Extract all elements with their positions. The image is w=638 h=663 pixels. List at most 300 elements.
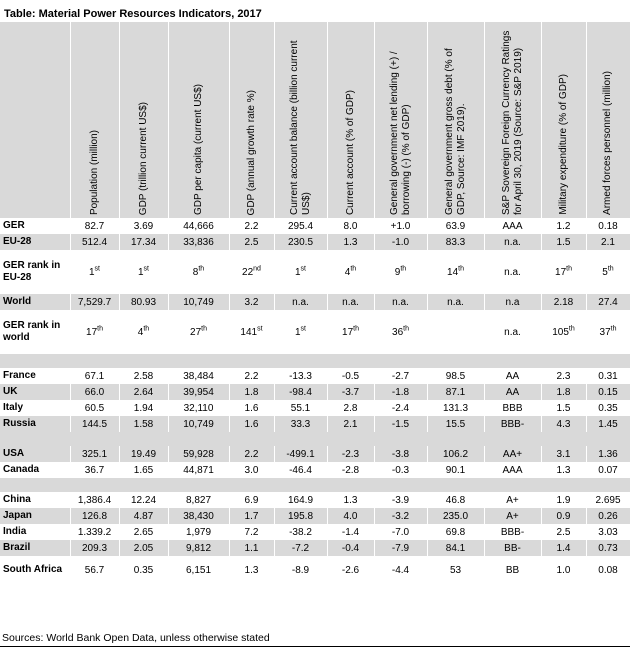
cell-value: 0.73 (598, 542, 618, 554)
cell-value: 2.58 (133, 370, 154, 382)
table-cell (484, 218, 541, 234)
table-cell (229, 384, 274, 400)
table-cell (484, 368, 541, 384)
cell-value: A+ (506, 494, 519, 506)
cell-suffix: th (97, 325, 103, 333)
cell-value: 2.8 (343, 402, 358, 414)
table-cell (119, 524, 168, 540)
cell-value: 4 (344, 266, 351, 278)
cell-value: -1.4 (341, 526, 360, 538)
cell-value: 8,827 (185, 494, 212, 506)
cell-suffix: th (607, 265, 614, 273)
cell-value: 9,812 (185, 542, 212, 554)
table-cell (119, 234, 168, 250)
table-cell (229, 416, 274, 432)
table-cell (70, 492, 119, 508)
table-cell (229, 462, 274, 478)
table-cell (168, 462, 229, 478)
cell-value: 1,979 (185, 526, 212, 538)
row-label: Russia (0, 416, 70, 432)
table-cell (374, 368, 427, 384)
cell-value: 98.5 (445, 370, 466, 382)
cell-value: 1.3 (343, 236, 358, 248)
table-cell (274, 400, 327, 416)
cell-value: 235.0 (442, 510, 469, 522)
cell-value: 131.3 (442, 402, 469, 414)
table-cell (70, 446, 119, 462)
cell-value: -0.4 (341, 542, 360, 554)
table-cell (168, 234, 229, 250)
table-cell (484, 234, 541, 250)
cell-value: 55.1 (290, 402, 311, 414)
table-cell (119, 462, 168, 478)
cell-value: -499.1 (286, 448, 315, 460)
cell-value: 44,871 (183, 464, 214, 476)
cell-value: 1.1 (244, 542, 259, 554)
cell-value: 56.7 (84, 564, 105, 576)
table-cell (327, 508, 374, 524)
table-cell (541, 250, 586, 294)
table-cell (427, 250, 484, 294)
table-cell (541, 368, 586, 384)
column-header-label: Population (million) (88, 129, 100, 215)
cell-value: BBB- (500, 418, 525, 430)
table-row (0, 462, 630, 478)
row-label: GER rank in EU-28 (0, 250, 70, 294)
cell-value: n.a. (292, 296, 309, 308)
cell-value: 3.2 (244, 296, 259, 308)
table-cell (586, 310, 630, 354)
cell-value: 141 (240, 326, 258, 338)
table-cell (586, 462, 630, 478)
cell-value: -1.0 (391, 236, 410, 248)
table-cell (374, 446, 427, 462)
table-cell (274, 250, 327, 294)
cell-value: 105 (552, 326, 569, 338)
table-cell (484, 508, 541, 524)
table-cell (274, 234, 327, 250)
column-header (484, 22, 541, 218)
cell-suffix: th (201, 325, 207, 333)
column-header-label: GDP (trillion current US$) (137, 101, 149, 215)
spacer-cell (0, 354, 630, 368)
source-note: Sources: World Bank Open Data, unless otherwise stated (2, 632, 270, 644)
cell-value: 27.4 (598, 296, 618, 308)
table-cell (70, 508, 119, 524)
cell-value: -7.2 (291, 542, 310, 554)
cell-value: 4.3 (556, 418, 571, 430)
cell-value: -3.2 (391, 510, 410, 522)
cell-value: 83.3 (445, 236, 466, 248)
row-label: South Africa (0, 556, 70, 584)
column-header-label: Armed forces personnel (million) (602, 71, 613, 215)
table-cell (586, 556, 630, 584)
table-cell (327, 524, 374, 540)
table-cell (374, 508, 427, 524)
table-cell (374, 250, 427, 294)
table-cell (484, 384, 541, 400)
cell-value: n.a. (504, 266, 521, 278)
cell-value: 17 (86, 326, 98, 338)
table-cell (374, 218, 427, 234)
cell-value: -4.4 (391, 564, 410, 576)
table-cell (327, 540, 374, 556)
table-cell (168, 508, 229, 524)
cell-value: 1.8 (244, 386, 259, 398)
cell-value: AAA (502, 220, 523, 232)
cell-suffix: th (610, 325, 617, 333)
cell-value: 3.03 (598, 526, 618, 538)
table-cell (427, 310, 484, 354)
cell-value: BBB (502, 402, 523, 414)
table-cell (229, 446, 274, 462)
cell-value: 14 (447, 266, 459, 278)
table-cell (274, 310, 327, 354)
table-cell (327, 446, 374, 462)
cell-value: 2.1 (601, 236, 615, 248)
cell-value: 84.1 (445, 542, 466, 554)
table-cell (586, 294, 630, 310)
table-cell (484, 540, 541, 556)
table-cell (70, 384, 119, 400)
cell-value: -1.8 (391, 386, 410, 398)
cell-value: 1.4 (556, 542, 571, 554)
cell-value: 46.8 (445, 494, 466, 506)
table-row (0, 524, 630, 540)
cell-value: -7.0 (391, 526, 410, 538)
cell-value: 144.5 (81, 418, 108, 430)
table-cell (70, 524, 119, 540)
column-header (119, 22, 168, 218)
cell-value: 0.15 (598, 386, 618, 398)
cell-suffix: st (257, 325, 263, 333)
table-cell (119, 368, 168, 384)
cell-value: 2.695 (595, 494, 621, 506)
table-cell (541, 416, 586, 432)
cell-value: 2.64 (133, 386, 154, 398)
table-cell (374, 524, 427, 540)
table-cell (168, 540, 229, 556)
table-cell (541, 462, 586, 478)
cell-suffix: th (400, 265, 407, 273)
cell-value: 8 (192, 266, 199, 278)
cell-value: 8.0 (343, 220, 358, 232)
table-cell (586, 416, 630, 432)
cell-value: -46.4 (289, 464, 312, 476)
table-cell (119, 416, 168, 432)
cell-value: 32,110 (183, 402, 214, 414)
cell-value: 19.49 (130, 448, 157, 460)
cell-value: -3.7 (341, 386, 360, 398)
table-cell (119, 294, 168, 310)
table-cell (274, 384, 327, 400)
cell-value: 1.8 (556, 386, 571, 398)
table-cell (327, 368, 374, 384)
column-header-label: Military expenditure (% of GDP) (557, 74, 569, 215)
table-cell (484, 416, 541, 432)
table-cell (374, 310, 427, 354)
cell-value: 0.18 (598, 220, 618, 232)
cell-value: 295.4 (287, 220, 314, 232)
table-cell (229, 234, 274, 250)
table-cell (541, 294, 586, 310)
table-cell (274, 462, 327, 478)
table-cell (327, 294, 374, 310)
cell-value: 17 (342, 326, 354, 338)
cell-value: AA (505, 386, 520, 398)
cell-value: 10,749 (183, 296, 214, 308)
cell-value: 60.5 (84, 402, 105, 414)
cell-value: 17.34 (130, 236, 157, 248)
cell-value: 325.1 (81, 448, 108, 460)
table-cell (541, 492, 586, 508)
table-cell (70, 462, 119, 478)
table-cell (374, 400, 427, 416)
cell-value: 0.07 (598, 464, 618, 476)
cell-value: 2.2 (244, 370, 259, 382)
row-label: GER (0, 218, 70, 234)
column-header-label: Current account (% of GDP) (344, 89, 356, 215)
cell-value: 1 (137, 266, 144, 278)
column-header (168, 22, 229, 218)
table-cell (327, 234, 374, 250)
cell-value: BB (505, 564, 520, 576)
table-cell (427, 508, 484, 524)
table-cell (119, 310, 168, 354)
cell-value: 1,386.4 (77, 494, 112, 506)
table-cell (327, 218, 374, 234)
table-cell (484, 294, 541, 310)
cell-value: -2.7 (391, 370, 410, 382)
table-cell (327, 416, 374, 432)
row-label: France (0, 368, 70, 384)
table-cell (586, 384, 630, 400)
cell-suffix: st (300, 265, 306, 273)
cell-value: 9 (394, 266, 401, 278)
cell-value: 164.9 (287, 494, 314, 506)
cell-value: 38,484 (183, 370, 214, 382)
table-cell (274, 294, 327, 310)
cell-value: -13.3 (289, 370, 312, 382)
cell-value: 126.8 (81, 510, 108, 522)
table-cell (586, 250, 630, 294)
cell-value: 27 (190, 326, 202, 338)
header-corner (0, 22, 70, 218)
table-cell (374, 384, 427, 400)
cell-value: 1 (88, 266, 95, 278)
table-row (0, 492, 630, 508)
cell-value: 2.2 (244, 220, 259, 232)
table-cell (374, 492, 427, 508)
cell-value: BBB- (500, 526, 525, 538)
table-cell (427, 218, 484, 234)
table-cell (484, 400, 541, 416)
cell-value: 12.24 (130, 494, 157, 506)
table-cell (70, 218, 119, 234)
cell-value: 2.18 (553, 296, 574, 308)
table-cell (327, 400, 374, 416)
cell-value: -7.9 (391, 542, 410, 554)
table-cell (586, 492, 630, 508)
cell-value: 2.1 (343, 418, 358, 430)
table-cell (168, 556, 229, 584)
table-cell (484, 310, 541, 354)
cell-suffix: th (566, 265, 572, 273)
cell-value: -2.3 (341, 448, 360, 460)
table-cell (586, 540, 630, 556)
cell-value: 2.5 (556, 526, 571, 538)
table-cell (229, 400, 274, 416)
table-cell (541, 400, 586, 416)
cell-value: 66.0 (84, 386, 105, 398)
cell-suffix: st (143, 265, 149, 273)
cell-value: n.a. (447, 296, 464, 308)
column-header (374, 22, 427, 218)
cell-value: 0.35 (133, 564, 154, 576)
table-cell (484, 524, 541, 540)
cell-value: 4.87 (133, 510, 154, 522)
column-header-label: Current account balance (billion current US$) (288, 40, 312, 215)
cell-value: 63.9 (445, 220, 466, 232)
table-row (0, 400, 630, 416)
cell-value: 82.7 (84, 220, 105, 232)
cell-value: 1.6 (244, 402, 259, 414)
table-cell (274, 540, 327, 556)
cell-value: n.a. (504, 326, 521, 338)
table-cell (541, 218, 586, 234)
cell-suffix: th (403, 325, 409, 333)
cell-value: 1.94 (133, 402, 154, 414)
cell-value: 6,151 (185, 564, 212, 576)
table-cell (274, 524, 327, 540)
cell-value: 1.339.2 (77, 526, 112, 538)
table-cell (327, 250, 374, 294)
row-label: World (0, 294, 70, 310)
column-header (229, 22, 274, 218)
cell-value: 3.69 (133, 220, 154, 232)
cell-suffix: th (350, 265, 357, 273)
column-header-label: General government net lending (+) / borrowing (-) (% of GDP) (388, 51, 412, 215)
table-row (0, 508, 630, 524)
table-cell (168, 524, 229, 540)
column-header-label: S&P Sovereign Foreign Currency Ratings for April 30, 2019 (Source: S&P 2019) (500, 30, 524, 215)
table-row (0, 218, 630, 234)
spacer-cell (0, 478, 630, 492)
cell-value: 2.05 (133, 542, 154, 554)
row-label: GER rank in world (0, 310, 70, 354)
column-header-label: GDP (annual growth rate %) (245, 89, 257, 215)
cell-value: 0.35 (598, 402, 618, 414)
cell-value: -3.8 (391, 448, 410, 460)
cell-value: 1.45 (598, 418, 618, 430)
cell-suffix: th (458, 265, 464, 273)
cell-value: 0.26 (598, 510, 618, 522)
table-cell (70, 310, 119, 354)
row-label: Italy (0, 400, 70, 416)
table-cell (427, 556, 484, 584)
column-header (327, 22, 374, 218)
table-cell (229, 310, 274, 354)
cell-value: 4.0 (343, 510, 358, 522)
table-cell (374, 462, 427, 478)
table-cell (119, 446, 168, 462)
cell-value: 0.08 (598, 564, 618, 576)
cell-value: 36 (392, 326, 404, 338)
table-cell (484, 250, 541, 294)
table-cell (327, 384, 374, 400)
cell-value: 53 (449, 564, 462, 576)
cell-value: 2.5 (244, 236, 259, 248)
row-label: Japan (0, 508, 70, 524)
table-cell (427, 294, 484, 310)
header-row (0, 22, 630, 218)
table-cell (70, 294, 119, 310)
table-row (0, 384, 630, 400)
table-cell (168, 446, 229, 462)
table-cell (229, 540, 274, 556)
cell-value: n.a. (392, 296, 409, 308)
table-cell (374, 556, 427, 584)
column-header (70, 22, 119, 218)
cell-value: 106.2 (442, 448, 469, 460)
cell-value: 1.3 (343, 494, 358, 506)
row-label: Brazil (0, 540, 70, 556)
cell-value: 230.5 (287, 236, 314, 248)
table-cell (427, 446, 484, 462)
table-cell (168, 400, 229, 416)
table-cell (541, 556, 586, 584)
row-label: China (0, 492, 70, 508)
cell-value: A+ (506, 510, 519, 522)
cell-value: 512.4 (81, 236, 108, 248)
table-cell (427, 400, 484, 416)
table-cell (70, 400, 119, 416)
table-cell (327, 310, 374, 354)
cell-value: 15.5 (445, 418, 466, 430)
table-cell (484, 556, 541, 584)
cell-value: -0.5 (341, 370, 360, 382)
table-cell (274, 492, 327, 508)
table-cell (119, 218, 168, 234)
table-cell (541, 524, 586, 540)
cell-value: -38.2 (289, 526, 312, 538)
column-header (586, 22, 630, 218)
spacer-row (0, 432, 630, 446)
table-cell (586, 446, 630, 462)
spacer-row (0, 354, 630, 368)
cell-value: 7.2 (244, 526, 259, 538)
table-cell (274, 446, 327, 462)
cell-value: 1.0 (556, 564, 571, 576)
table-cell (168, 368, 229, 384)
table-cell (229, 524, 274, 540)
table-cell (586, 400, 630, 416)
table-row (0, 540, 630, 556)
table-bottom-rule (0, 646, 630, 647)
cell-value: 2.3 (556, 370, 571, 382)
column-header (274, 22, 327, 218)
table-cell (119, 556, 168, 584)
table-cell (586, 508, 630, 524)
spacer-cell (0, 432, 630, 446)
table-cell (168, 250, 229, 294)
cell-value: 87.1 (445, 386, 466, 398)
table-cell (119, 250, 168, 294)
cell-value: -0.3 (391, 464, 410, 476)
table-cell (327, 462, 374, 478)
column-header (541, 22, 586, 218)
table-cell (119, 384, 168, 400)
